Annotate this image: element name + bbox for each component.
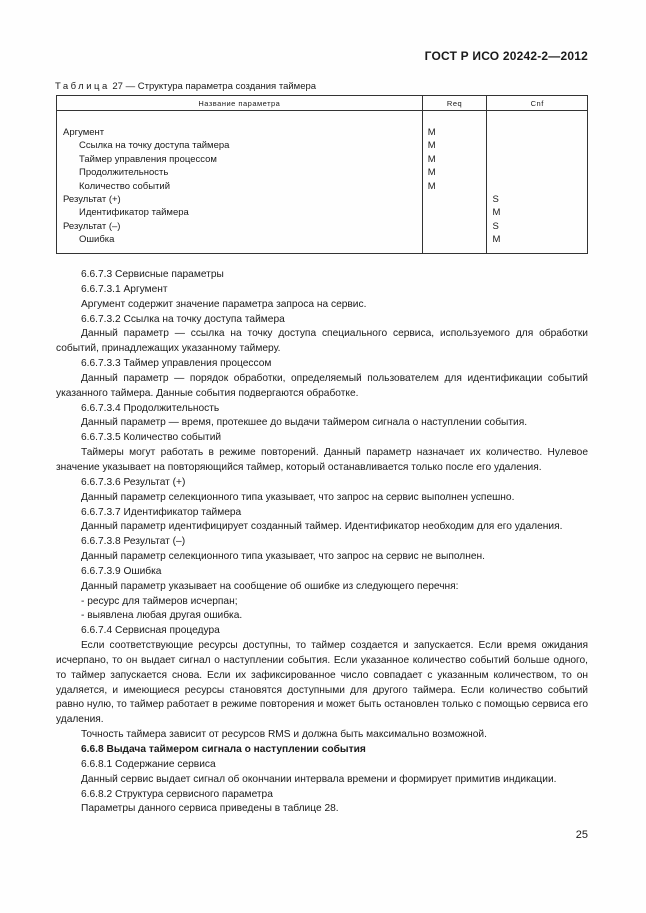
parameter-name: Ошибка — [79, 234, 115, 246]
paragraph: 6.6.7.4 Сервисная процедура — [81, 625, 220, 637]
paragraph: Данный параметр указывает на сообщение об ошибке из следующего перечня: — [81, 580, 459, 592]
paragraph: - выявлена любая другая ошибка. — [81, 610, 243, 622]
table-caption-title: 27 — Структура параметра создания таймера — [109, 81, 317, 92]
paragraph: 6.6.7.3.2 Ссылка на точку доступа таймера — [81, 313, 285, 325]
parameter-names-cell — [57, 111, 423, 254]
paragraph: Данный параметр — порядок обработки, определяемый пользователем для идентификации событий указанного таймера. Данные события подвергаются обработке. — [56, 372, 588, 399]
table-caption-word: Таблица — [55, 81, 110, 92]
parameter-name: Ссылка на точку доступа таймера — [79, 140, 230, 152]
paragraph: 6.6.8 Выдача таймером сигнала о наступлении события — [81, 744, 366, 755]
req-flag — [423, 220, 487, 233]
parameter-name: Количество событий — [79, 180, 171, 192]
parameter-name: Аргумент — [63, 127, 105, 138]
paragraph: 6.6.8.2 Структура сервисного параметра — [81, 788, 273, 800]
parameter-name: Результат (–) — [63, 220, 121, 232]
cnf-flag: M — [492, 207, 501, 219]
paragraph: 6.6.7.3.1 Аргумент — [81, 283, 168, 295]
paragraph: 6.6.7.3.9 Ошибка — [81, 565, 162, 577]
paragraph: 6.6.8.1 Содержание сервиса — [81, 758, 216, 770]
column-header-name: Название параметра — [57, 96, 423, 111]
paragraph: Данный параметр селекционного типа указывает, что запрос на сервис выполнен успешно. — [81, 491, 515, 503]
cnf-flag — [487, 180, 587, 193]
column-header-cnf: Cnf — [487, 96, 588, 111]
paragraph: Данный параметр — ссылка на точку доступа специального сервиса, используемого для обработки событий, принадлежащих указанному таймеру. — [56, 328, 588, 355]
req-flag: M — [427, 167, 436, 179]
parameter-table — [56, 95, 588, 254]
paragraph: Данный параметр идентифицирует созданный таймер. Идентификатор необходим для его удаления. — [81, 521, 563, 533]
body-text — [56, 268, 588, 817]
req-flag — [423, 193, 487, 206]
cnf-flag: M — [492, 234, 501, 246]
cnf-flag: S — [492, 220, 499, 232]
paragraph: 6.6.7.3.8 Результат (–) — [81, 536, 186, 548]
paragraph: 6.6.7.3.7 Идентификатор таймера — [81, 506, 242, 518]
req-flag — [423, 233, 487, 246]
table-caption — [55, 81, 316, 92]
paragraph: 6.6.7.3.4 Продолжительность — [81, 402, 220, 414]
req-flag: M — [427, 127, 436, 138]
paragraph: Параметры данного сервиса приведены в таблице 28. — [81, 803, 339, 815]
parameter-name: Продолжительность — [79, 167, 169, 179]
paragraph: Таймеры могут работать в режиме повторений. Данный параметр назначает их количество. Нулевое значение указывает на повторяющийся таймер, который останавливается только после его удаления. — [56, 447, 588, 473]
cnf-flag — [487, 166, 587, 179]
paragraph: Данный сервис выдает сигнал об окончании интервала времени и формирует примитив индикации. — [81, 773, 557, 785]
req-flag: M — [427, 140, 436, 152]
cnf-flag — [487, 126, 587, 139]
cnf-flag — [487, 153, 587, 166]
req-flag — [423, 206, 487, 219]
parameter-name: Результат (+) — [63, 194, 121, 206]
req-flags-cell — [422, 111, 487, 254]
paragraph: 6.6.7.3.6 Результат (+) — [81, 476, 186, 488]
cnf-flags-cell — [487, 111, 588, 254]
cnf-flag — [487, 139, 587, 152]
paragraph: Если соответствующие ресурсы доступны, то таймер создается и запускается. Если время ожидания исчерпано, то он выдает сигнал о наступлении события. Если указанное количество событий больше одного, то таймер запускается снова. Если их зафиксированное число совпадает с указанным количеством, то он удаляется, и имеющиеся ресурсы становятся доступными для другого таймера. Если количество событий равно нулю, то таймер работает в режиме повторения и может быть остановлен только с помощью сервиса его удаления. — [56, 640, 588, 726]
parameter-name: Таймер управления процессом — [79, 153, 217, 165]
standard-code: ГОСТ Р ИСО 20242-2—2012 — [424, 49, 588, 63]
paragraph: Данный параметр селекционного типа указывает, что запрос на сервис не выполнен. — [81, 551, 485, 563]
column-header-req: Req — [422, 96, 487, 111]
req-flag: M — [427, 153, 436, 165]
paragraph: Точность таймера зависит от ресурсов RMS и должна быть максимально возможной. — [81, 729, 487, 741]
req-flag: M — [427, 180, 436, 192]
page-number: 25 — [575, 829, 588, 841]
paragraph: Аргумент содержит значение параметра запроса на сервис. — [81, 298, 367, 310]
cnf-flag: S — [492, 194, 499, 206]
parameter-name: Идентификатор таймера — [79, 207, 189, 219]
paragraph: 6.6.7.3 Сервисные параметры — [81, 269, 224, 280]
paragraph: 6.6.7.3.5 Количество событий — [81, 432, 222, 444]
paragraph: Данный параметр — время, протекшее до выдачи таймером сигнала о наступлении события. — [81, 417, 528, 429]
paragraph: - ресурс для таймеров исчерпан; — [81, 595, 238, 607]
paragraph: 6.6.7.3.3 Таймер управления процессом — [81, 358, 272, 370]
